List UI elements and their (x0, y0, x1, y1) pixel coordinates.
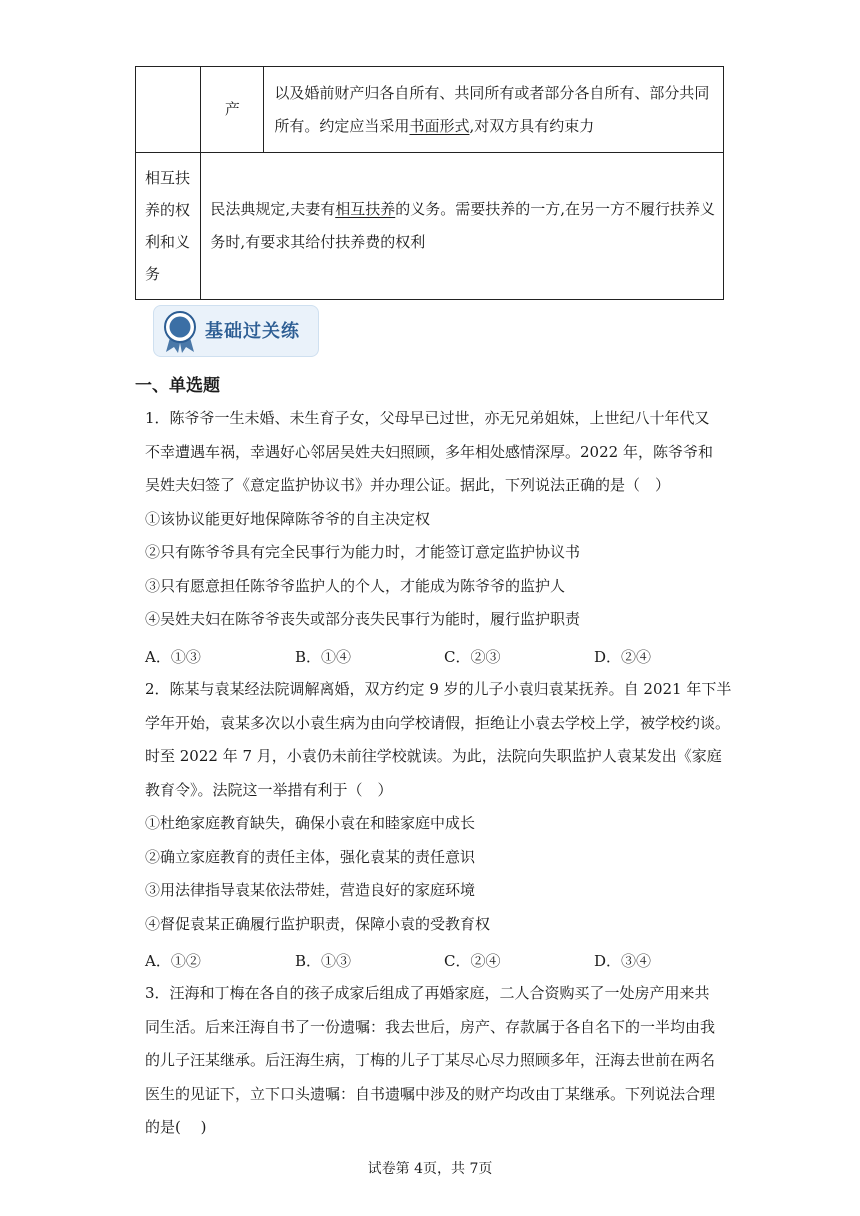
text-fragment: ,对双方具有约束力 (469, 116, 595, 135)
text-fragment: 民法典规定,夫妻有 (210, 200, 336, 218)
banner-label: 基础过关练 (205, 321, 300, 342)
table-cell-label (136, 153, 201, 300)
table-text-line (274, 110, 715, 143)
statement-line: ①该协议能更好地保障陈爷爷的自主决定权 (145, 509, 431, 528)
statement-line: ②确立家庭教育的责任主体，强化袁某的责任意识 (145, 847, 476, 866)
table-text-line: 以及婚前财产归各自所有、共同所有或者部分各自所有、部分共同 (274, 83, 710, 102)
option-b[interactable]: B．①④ (295, 648, 352, 666)
question-stem-line: 时至 2022 年 7 月，小袁仍未前往学校就读。为此，法院向失职监护人袁某发出《家庭 (145, 747, 722, 765)
question-stem-line: 同生活。后来汪海自书了一份遗嘱：我去世后，房产、存款属于各自名下的一半均由我 (145, 1017, 716, 1036)
table-cell-content (264, 67, 724, 153)
table-row (136, 67, 724, 153)
question-stem-line: 的是( ) (145, 1118, 207, 1136)
section-banner (149, 301, 321, 359)
option-c[interactable]: C．②③ (444, 648, 501, 666)
question-stem-line: 的儿子汪某继承。后汪海生病，丁梅的儿子丁某尽心尽力照顾多年，汪海去世前在两名 (145, 1051, 716, 1069)
statement-line: ③只有愿意担任陈爷爷监护人的个人，才能成为陈爷爷的监护人 (145, 576, 566, 595)
knowledge-table (135, 66, 724, 300)
label-line: 相互扶 (145, 169, 191, 187)
table-text-line: 务时,有要求其给付扶养费的权利 (210, 233, 426, 251)
question-stem-line: 3．汪海和丁梅在各自的孩子成家后组成了再婚家庭，二人合资购买了一处房产用来共 (145, 984, 710, 1002)
statement-line: ①杜绝家庭教育缺失，确保小袁在和睦家庭中成长 (145, 814, 476, 832)
question-stem-line: 1．陈爷爷一生未婚、未生育子女，父母早已过世，亦无兄弟姐妹，上世纪八十年代又 (145, 409, 710, 427)
question-stem-line: 吴姓夫妇签了《意定监护协议书》并办理公证。据此，下列说法正确的是（ ） (145, 476, 671, 494)
question-2 (145, 673, 732, 941)
option-a[interactable]: A．①② (145, 952, 201, 970)
option-d[interactable]: D．③④ (594, 952, 652, 970)
section-title: 一、单选题 (135, 376, 220, 396)
page-footer: 试卷第 4页，共 7页 (367, 1161, 493, 1177)
table-cell-subheading: 产 (201, 67, 264, 153)
question-stem-line: 2．陈某与袁某经法院调解离婚，双方约定 9 岁的儿子小袁归袁某抚养。自 2021 年下半 (145, 680, 732, 698)
statement-line: ③用法律指导袁某依法带娃，营造良好的家庭环境 (145, 881, 476, 899)
question-stem-line: 不幸遭遇车祸，幸遇好心邻居吴姓夫妇照顾，多年相处感情深厚。2022 年，陈爷爷和 (145, 442, 713, 461)
table-row (136, 153, 724, 300)
question-3 (145, 977, 725, 1145)
text-fragment: 所有。约定应当采用 (274, 116, 410, 135)
question-stem-line: 学年开始，袁某多次以小袁生病为由向学校请假，拒绝让小袁去学校上学，被学校约谈。 (145, 713, 731, 732)
underlined-term: 相互扶养 (335, 200, 396, 218)
label-line: 养的权 (145, 201, 191, 219)
table-cell-empty (136, 67, 201, 153)
label-line: 务 (145, 265, 161, 283)
option-b[interactable]: B．①③ (295, 952, 352, 970)
table-cell-content (201, 153, 724, 300)
underlined-term: 书面形式 (409, 116, 470, 135)
option-c[interactable]: C．②④ (444, 952, 501, 970)
statement-line: ④督促袁某正确履行监护职责，保障小袁的受教育权 (145, 914, 491, 933)
question-stem-line: 医生的见证下，立下口头遗嘱：自书遗嘱中涉及的财产均改由丁某继承。下列说法合理 (145, 1084, 716, 1103)
question-1 (145, 402, 725, 637)
option-d[interactable]: D．②④ (594, 648, 652, 666)
option-a[interactable]: A．①③ (145, 648, 201, 666)
statement-line: ④吴姓夫妇在陈爷爷丧失或部分丧失民事行为能时，履行监护职责 (145, 610, 581, 628)
label-line: 利和义 (145, 233, 191, 251)
statement-line: ②只有陈爷爷具有完全民事行为能力时，才能签订意定监护协议书 (145, 543, 581, 561)
ribbon-medal-icon (161, 310, 199, 354)
question-stem-line: 教育令》。法院这一举措有利于（ ） (145, 780, 393, 799)
text-fragment: 的义务。需要扶养的一方,在另一方不履行扶养义 (395, 200, 715, 218)
table-text-line (210, 193, 715, 226)
